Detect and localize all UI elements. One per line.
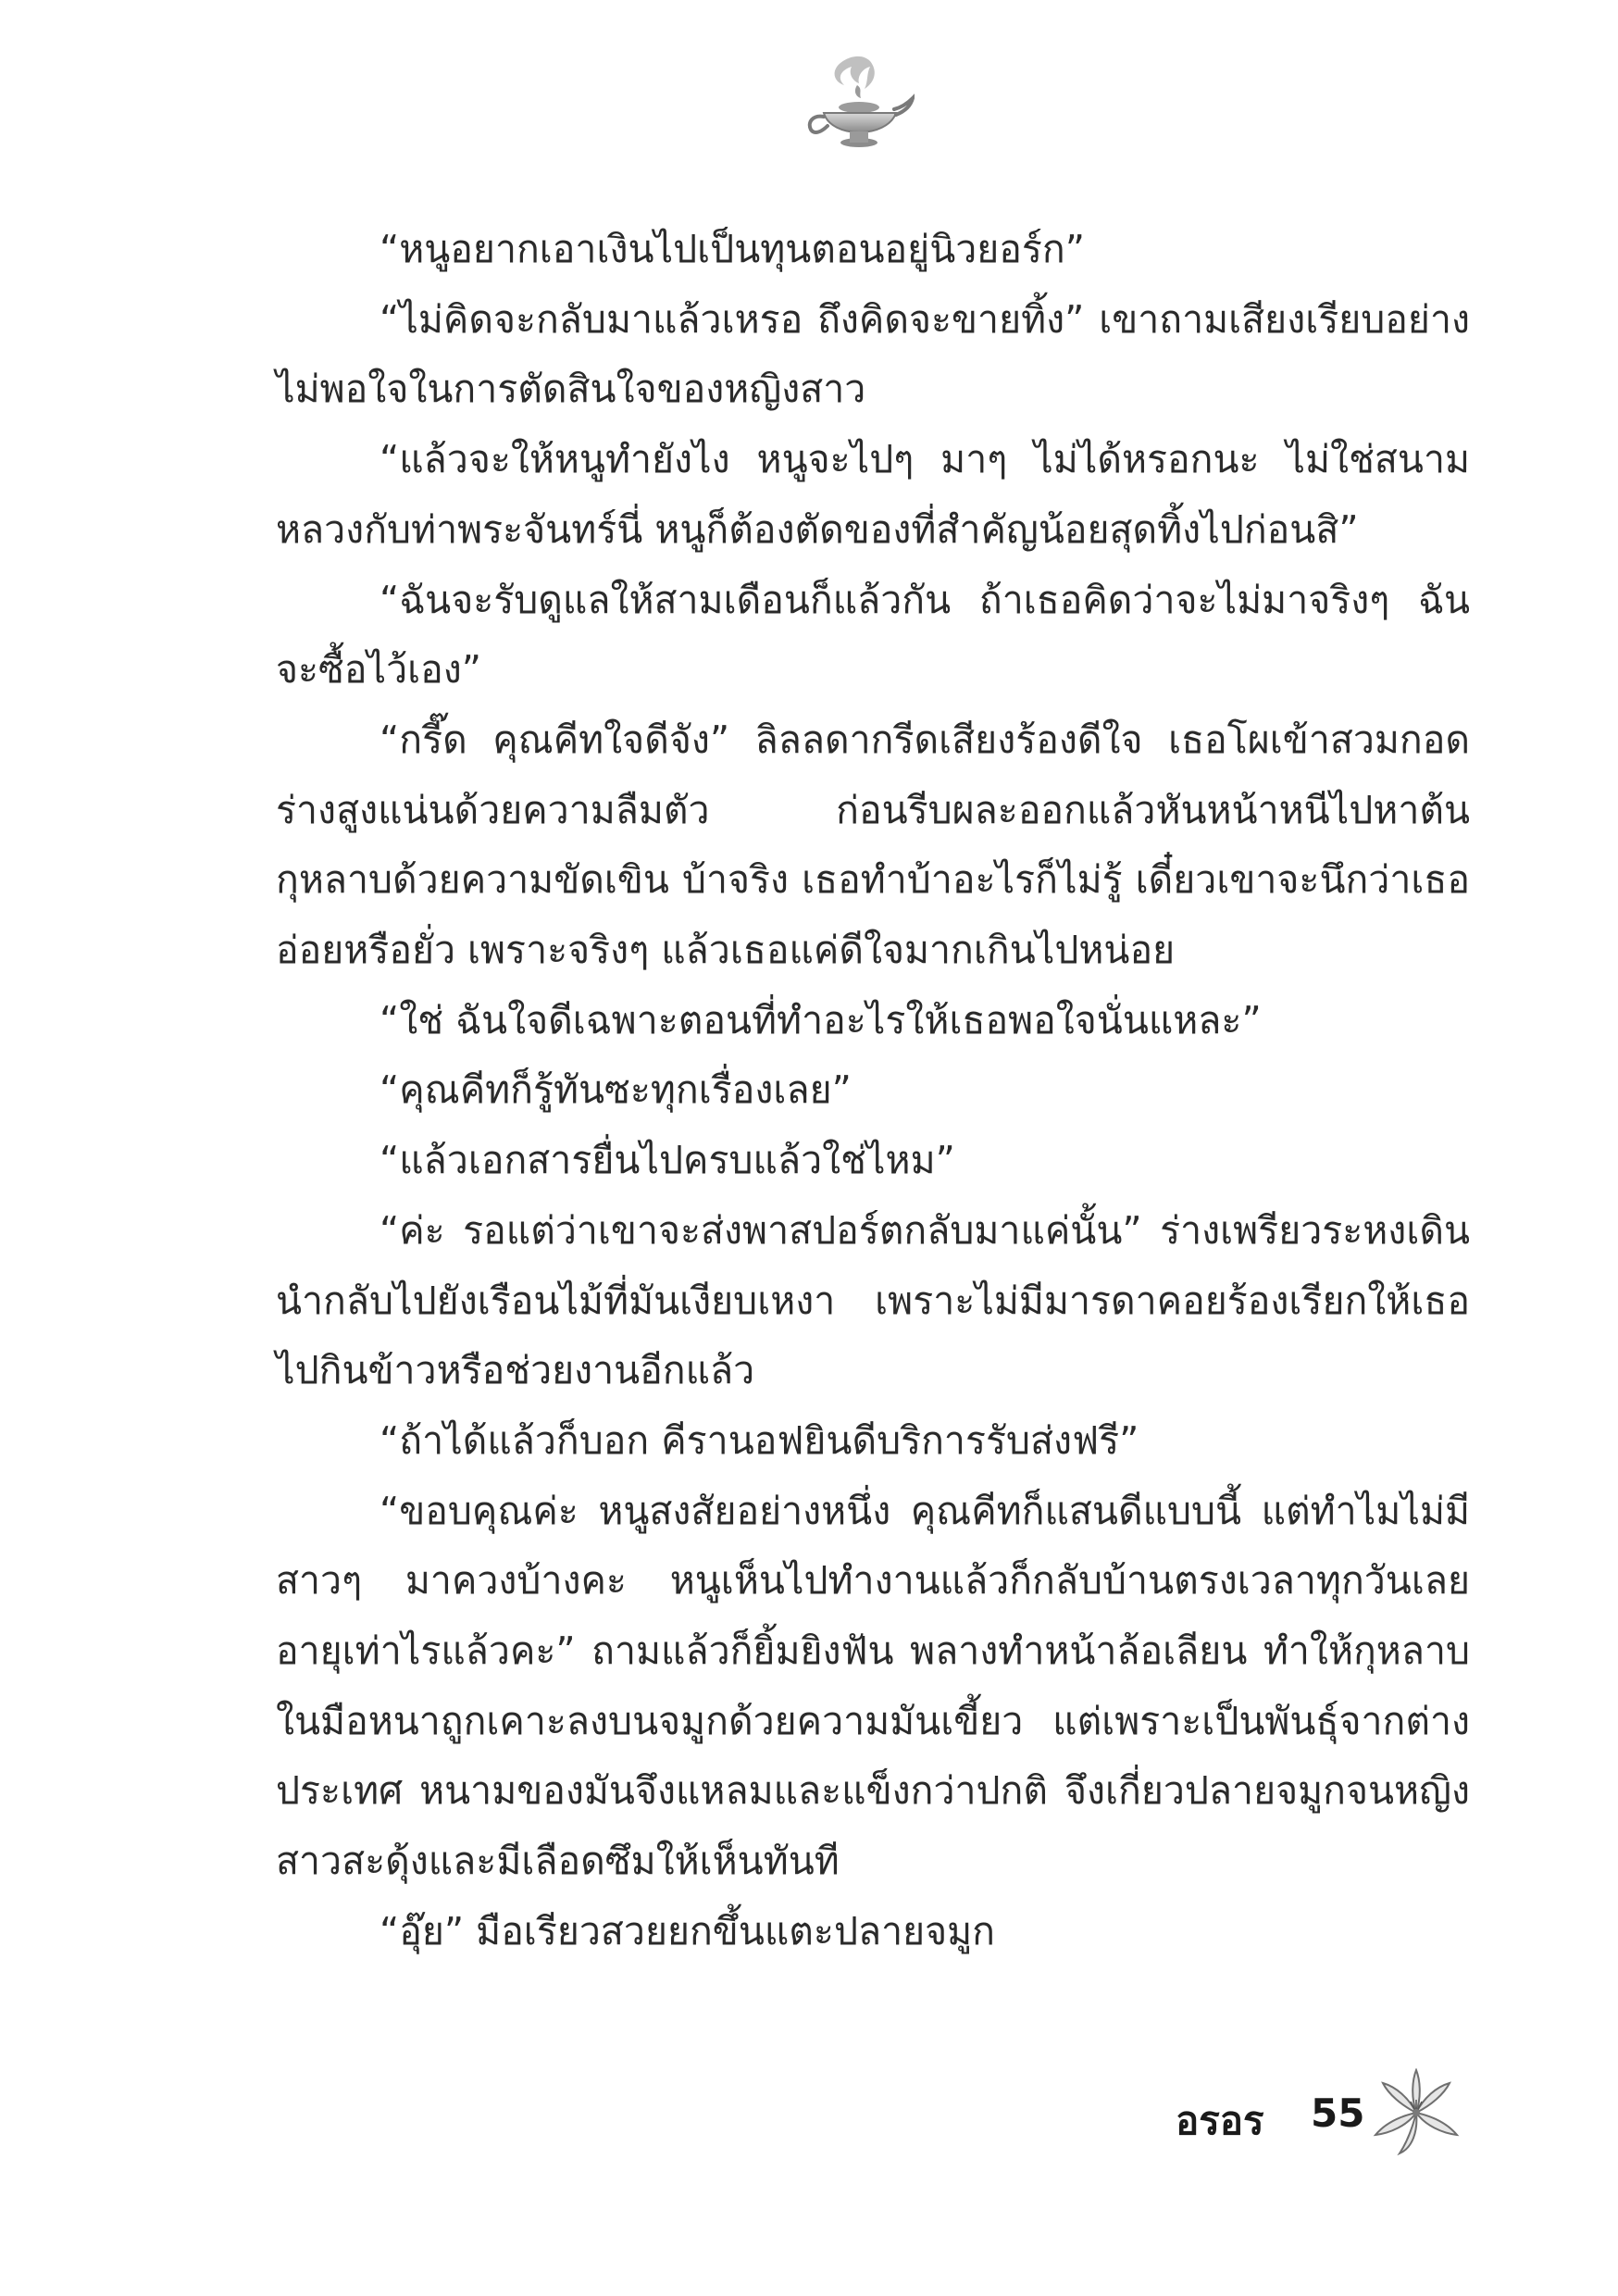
page-footer: [1176, 2083, 1472, 2157]
page-number: 55: [1311, 2090, 1365, 2136]
paragraph: “ค่ะ รอแต่ว่าเขาจะส่งพาสปอร์ตกลับมาแค่นั้น” ร่างเพรียวระหงเดินนำกลับไปยังเรือนไม้ที่มันเงียบเหงา เพราะไม่มีมารดาคอยร้องเรียกให้เธอไปกินข้าวหรือช่วยงานอีกแล้ว: [276, 1207, 1470, 1393]
paragraph: “ใช่ ฉันใจดีเฉพาะตอนที่ทำอะไรให้เธอพอใจนั่นแหละ”: [380, 997, 1262, 1042]
genie-lamp-icon: [803, 54, 915, 156]
paragraph: “ขอบคุณค่ะ หนูสงสัยอย่างหนึ่ง คุณคีทก็แสนดีแบบนี้ แต่ทำไมไม่มีสาวๆ มาควงบ้างคะ หนูเห็นไปทำงานแล้วก็กลับบ้านตรงเวลาทุกวันเลยอายุเท่าไรแล้วคะ” ถามแล้วก็ยิ้มยิงฟัน พลางทำหน้าล้อเลียน ทำให้กุหลาบในมือหนาถูกเคาะลงบนจมูกด้วยความมันเขี้ยว แต่เพราะเป็นพันธุ์จากต่างประเทศ หนามของมันจึงแหลมและแข็งกว่าปกติ จึงเกี่ยวปลายจมูกจนหญิงสาวสะดุ้งและมีเลือดซึมให้เห็นทันที: [276, 1488, 1470, 1884]
paragraph: “หนูอยากเอาเงินไปเป็นทุนตอนอยู่นิวยอร์ก”: [380, 227, 1085, 271]
lily-flower-icon: [1370, 2068, 1462, 2157]
paragraph: “ถ้าได้แล้วก็บอก คีรานอฟยินดีบริการรับส่งฟรี”: [380, 1417, 1139, 1463]
footer-author: อรอร: [1176, 2098, 1264, 2143]
paragraph: “กรี๊ด คุณคีทใจดีจัง” ลิลลดากรีดเสียงร้องดีใจ เธอโผเข้าสวมกอดร่างสูงแน่นด้วยความลืมตัว ก่อนรีบผละออกแล้วหันหน้าหนีไปหาต้นกุหลาบด้วยความขัดเขิน บ้าจริง เธอทำบ้าอะไรก็ไม่รู้ เดี๋ยวเขาจะนึกว่าเธออ่อยหรือยั่ว เพราะจริงๆ แล้วเธอแค่ดีใจมากเกินไปหน่อย: [276, 717, 1470, 973]
paragraph: “แล้วจะให้หนูทำยังไง หนูจะไปๆ มาๆ ไม่ได้หรอกนะ ไม่ใช่สนามหลวงกับท่าพระจันทร์นี่ หนูก็ต้องตัดของที่สำคัญน้อยสุดทิ้งไปก่อนสิ”: [276, 437, 1470, 552]
paragraph: “อุ๊ย” มือเรียวสวยยกขึ้นแตะปลายจมูก: [380, 1908, 996, 1953]
paragraph: “คุณคีทก็รู้ทันซะทุกเรื่องเลย”: [380, 1067, 852, 1113]
paragraph: “แล้วเอกสารยื่นไปครบแล้วใช่ไหม”: [380, 1138, 955, 1183]
paragraph: “ฉันจะรับดูแลให้สามเดือนก็แล้วกัน ถ้าเธอคิดว่าจะไม่มาจริงๆ ฉันจะซื้อไว้เอง”: [276, 577, 1470, 693]
body-text: [276, 215, 1470, 1967]
paragraph: “ไม่คิดจะกลับมาแล้วเหรอ ถึงคิดจะขายทิ้ง” เขาถามเสียงเรียบอย่างไม่พอใจในการตัดสินใจของหญิงสาว: [276, 296, 1470, 412]
